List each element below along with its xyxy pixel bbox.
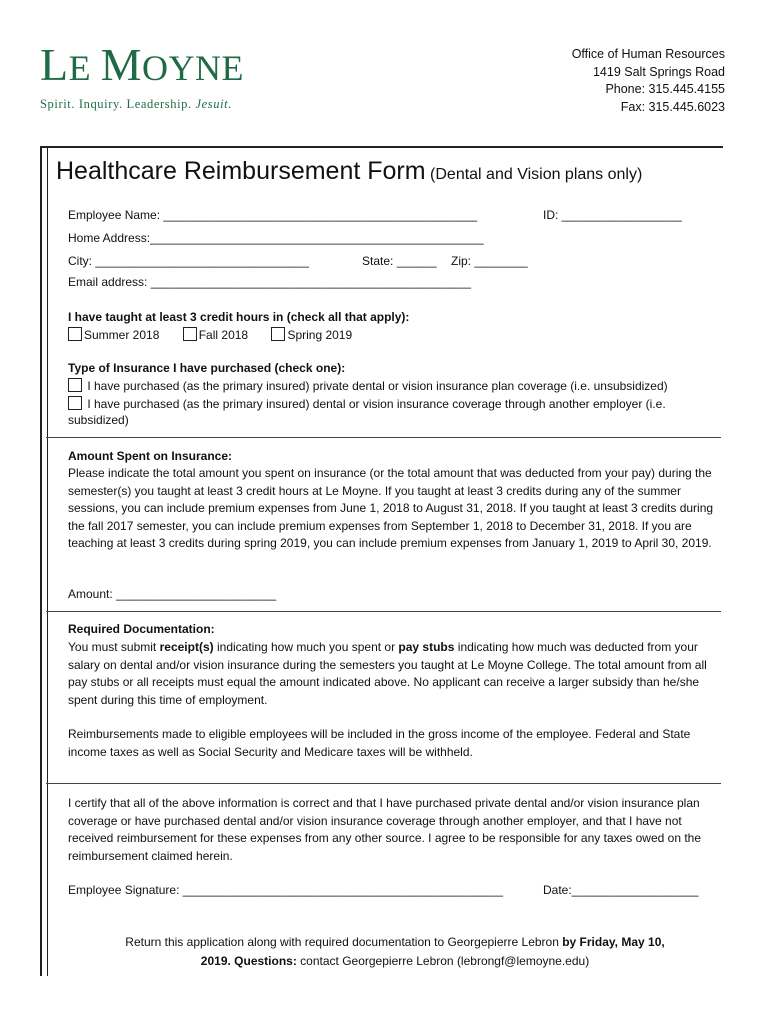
insurance-type-heading: Type of Insurance I have purchased (check one): bbox=[68, 361, 346, 375]
le-moyne-logo bbox=[40, 39, 244, 112]
checkbox-icon[interactable] bbox=[68, 378, 82, 392]
checkbox-icon[interactable] bbox=[68, 396, 82, 410]
certification-text: I certify that all of the above information is correct and that I have purchased private dental and/or vision insurance plan coverage or have purchased dental and/or vision insurance coverage through another employer, and that I have not received reimbursement for these expenses from any other source. I agree to be responsible for any taxes owed on the reimbursement claimed herein. bbox=[68, 796, 702, 863]
signature-field[interactable]: Employee Signature: ________________________________________________ bbox=[68, 883, 504, 897]
documentation-heading: Required Documentation: bbox=[68, 622, 215, 636]
section-divider bbox=[46, 437, 721, 438]
checkbox-unsubsidized[interactable]: I have purchased (as the primary insured) private dental or vision insurance plan coverage (i.e. unsubsidized) bbox=[68, 378, 668, 393]
checkbox-summer-2018[interactable]: Summer 2018 bbox=[68, 327, 159, 342]
office-contact-block bbox=[572, 46, 725, 116]
logo-tagline: Spirit. Inquiry. Leadership. Jesuit. bbox=[40, 97, 232, 111]
checkbox-fall-2018[interactable]: Fall 2018 bbox=[183, 327, 248, 342]
form-subtitle: (Dental and Vision plans only) bbox=[430, 166, 643, 183]
checkbox-icon[interactable] bbox=[271, 327, 285, 341]
email-field[interactable]: Email address: ________________________________________________ bbox=[68, 275, 472, 289]
employee-name-field[interactable]: Employee Name: _______________________________________________ bbox=[68, 208, 478, 222]
credit-hours-heading: I have taught at least 3 credit hours in (check all that apply): bbox=[68, 310, 410, 324]
checkbox-subsidized[interactable]: I have purchased (as the primary insured) dental or vision insurance coverage through another employer (i.e. bbox=[68, 396, 666, 411]
zip-field[interactable]: Zip: ________ bbox=[451, 254, 528, 268]
office-address: 1419 Salt Springs Road bbox=[592, 64, 725, 79]
amount-instructions: Please indicate the total amount you spent on insurance (or the total amount that was deducted from your pay) during the semester(s) you taught at least 3 credit hours at Le Moyne. If you taught at least 3 credits during any of the summer sessions, you can include premium expenses from June 1, 2018 to August 31, 2018. If you taught at least 3 credits during the fall 2017 semester, you can include premium expenses from September 1, 2018 to December 31, 2018. If you are teaching at least 3 credits during spring 2019, you can include premium expenses from January 1, 2019 to April 30, 2019. bbox=[68, 466, 714, 550]
tax-notice: Reimbursements made to eligible employees will be included in the gross income of the employee. Federal and State income taxes as well as Social Security and Medicare taxes will be withheld. bbox=[68, 727, 691, 759]
office-name: Office of Human Resources bbox=[571, 47, 725, 61]
logo-wordmark: LE MOYNE bbox=[40, 39, 244, 90]
amount-field[interactable]: Amount: ________________________ bbox=[68, 587, 277, 601]
documentation-paragraph: You must submit receipt(s) indicating how much you spent or pay stubs indicating how much was deducted from your salary on dental and/or vision insurance during the semesters you taught at Le Moyne College. The total amount from all pay stubs or all receipts must equal the amount indicated above. No applicant can receive a larger subsidy than he/she spent during this time of employment. bbox=[68, 640, 707, 707]
office-fax: Fax: 315.445.6023 bbox=[620, 99, 725, 114]
checkbox-icon[interactable] bbox=[183, 327, 197, 341]
form-title: Healthcare Reimbursement Form bbox=[56, 157, 426, 185]
section-divider bbox=[46, 783, 721, 784]
home-address-field[interactable]: Home Address:__________________________________________________ bbox=[68, 231, 484, 245]
employee-id-field[interactable]: ID: __________________ bbox=[543, 208, 682, 222]
date-field[interactable]: Date:___________________ bbox=[543, 883, 699, 897]
section-divider bbox=[46, 611, 721, 612]
amount-heading: Amount Spent on Insurance: bbox=[68, 449, 233, 463]
return-instructions: Return this application along with required documentation to Georgepierre Lebron by Friday, May 10, 2019. Questions: contact Georgepierre Lebron (lebrongf@lemoyne.edu) bbox=[125, 935, 665, 968]
office-phone: Phone: 315.445.4155 bbox=[605, 82, 725, 96]
state-field[interactable]: State: ______ bbox=[362, 254, 437, 268]
subsidized-continued: subsidized) bbox=[68, 413, 129, 427]
credit-hours-options bbox=[68, 327, 372, 342]
city-field[interactable]: City: ________________________________ bbox=[68, 254, 309, 268]
checkbox-spring-2019[interactable]: Spring 2019 bbox=[271, 327, 352, 342]
page-title bbox=[56, 157, 642, 186]
checkbox-icon[interactable] bbox=[68, 327, 82, 341]
